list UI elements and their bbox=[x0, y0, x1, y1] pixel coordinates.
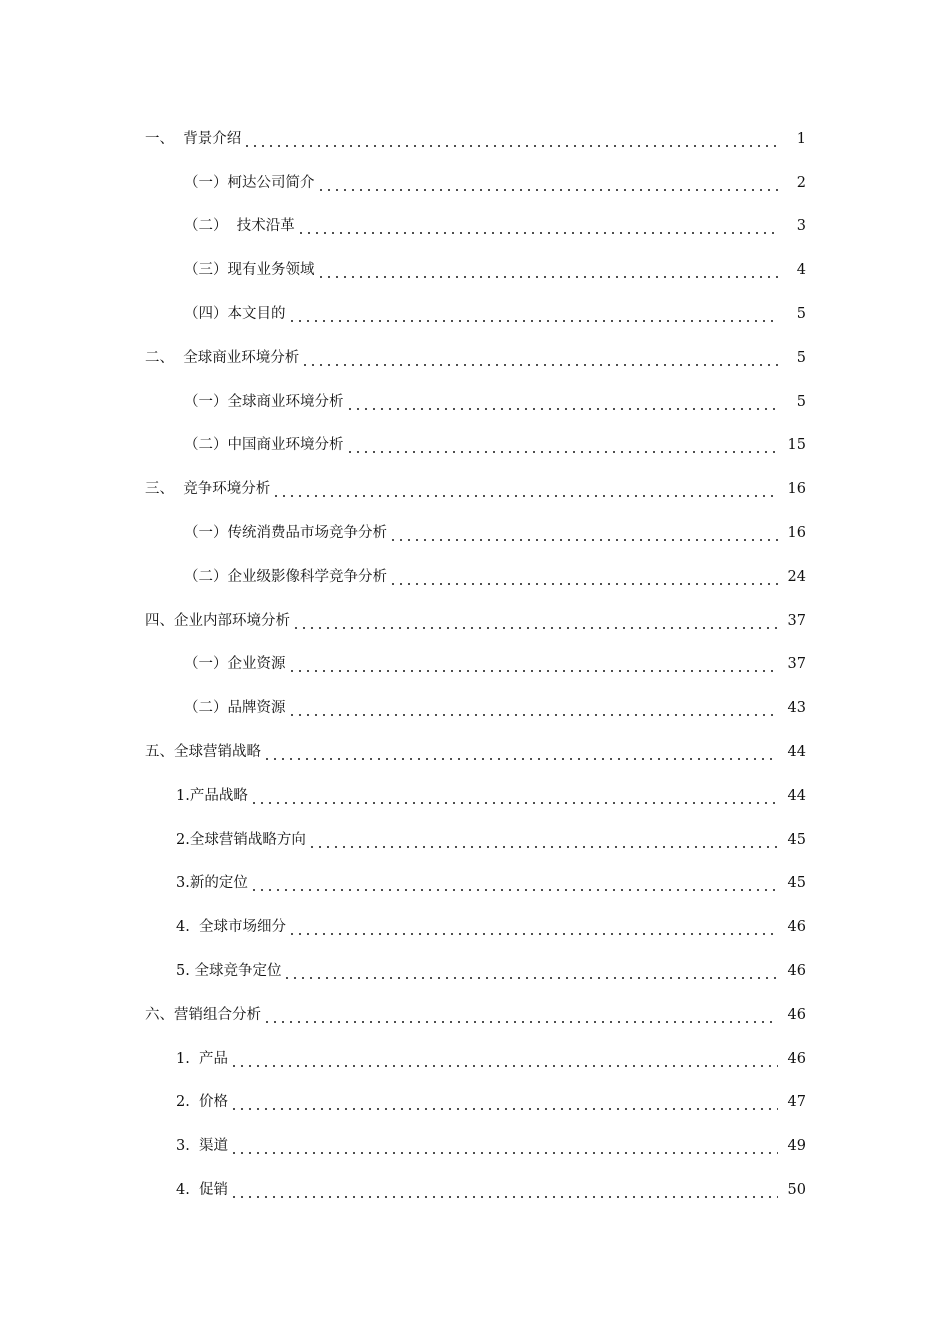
toc-dot-leader bbox=[283, 961, 778, 981]
toc-page-number: 45 bbox=[787, 875, 806, 892]
toc-entry-title: （二）品牌资源 bbox=[184, 700, 286, 717]
toc-page-number: 37 bbox=[787, 656, 806, 673]
toc-entry[interactable] bbox=[0, 686, 950, 730]
toc-dot-leader bbox=[230, 1180, 778, 1200]
toc-page-number: 37 bbox=[787, 612, 806, 629]
toc-page-number: 44 bbox=[787, 787, 806, 804]
toc-entry[interactable] bbox=[0, 1168, 950, 1212]
toc-entry-title: 4. 全球市场细分 bbox=[176, 919, 287, 936]
toc-dot-leader bbox=[346, 392, 779, 412]
toc-entry-title: （二）企业级影像科学竞争分析 bbox=[184, 568, 387, 585]
toc-entry-title: 四、企业内部环境分析 bbox=[145, 612, 290, 629]
toc-page-number: 45 bbox=[787, 831, 806, 848]
toc-page-number: 46 bbox=[787, 1006, 806, 1023]
toc-dot-leader bbox=[243, 129, 778, 149]
toc-dot-leader bbox=[230, 1092, 778, 1112]
toc-dot-leader bbox=[230, 1049, 778, 1069]
toc-page-number: 3 bbox=[796, 218, 806, 235]
toc-page-number: 16 bbox=[787, 525, 806, 542]
toc-page-number: 46 bbox=[787, 963, 806, 980]
toc-page-number: 5 bbox=[796, 306, 806, 323]
toc-dot-leader bbox=[317, 173, 779, 193]
toc-entry-title: 五、全球营销战略 bbox=[145, 744, 261, 761]
toc-page-number: 16 bbox=[787, 481, 806, 498]
toc-page-number: 4 bbox=[796, 262, 806, 279]
toc-dot-leader bbox=[288, 304, 779, 324]
toc-entry[interactable] bbox=[0, 248, 950, 292]
toc-page-number: 50 bbox=[787, 1182, 806, 1199]
toc-entry-title: （四）本文目的 bbox=[184, 306, 286, 323]
toc-entry-title: （一）柯达公司简介 bbox=[184, 174, 315, 191]
toc-dot-leader bbox=[389, 567, 778, 587]
toc-dot-leader bbox=[288, 917, 778, 937]
toc-entry-title: （二） 技术沿革 bbox=[184, 218, 295, 235]
toc-page-number: 46 bbox=[787, 919, 806, 936]
toc-dot-leader bbox=[288, 698, 779, 718]
toc-entry-title: 一、 背景介绍 bbox=[145, 130, 242, 147]
toc-page-number: 46 bbox=[787, 1050, 806, 1067]
toc-entry[interactable] bbox=[0, 774, 950, 818]
toc-page-number: 5 bbox=[796, 349, 806, 366]
toc-entry-title: （三）现有业务领域 bbox=[184, 262, 315, 279]
toc-entry[interactable] bbox=[0, 730, 950, 774]
toc-entry[interactable] bbox=[0, 336, 950, 380]
toc-entry-title: 1. 产品 bbox=[176, 1050, 229, 1067]
toc-dot-leader bbox=[250, 786, 778, 806]
toc-entry-title: （二）中国商业环境分析 bbox=[184, 437, 344, 454]
toc-entry[interactable] bbox=[0, 1081, 950, 1125]
toc-entry-title: 六、营销组合分析 bbox=[145, 1006, 261, 1023]
toc-entry[interactable] bbox=[0, 511, 950, 555]
toc-entry-title: 3.新的定位 bbox=[176, 875, 248, 892]
toc-entry[interactable] bbox=[0, 905, 950, 949]
toc-dot-leader bbox=[250, 873, 778, 893]
toc-page-number: 1 bbox=[796, 130, 806, 147]
toc-entry[interactable] bbox=[0, 949, 950, 993]
toc-dot-leader bbox=[288, 654, 779, 674]
toc-entry-title: 2.全球营销战略方向 bbox=[176, 831, 306, 848]
toc-entry[interactable] bbox=[0, 862, 950, 906]
toc-entry-title: 二、 全球商业环境分析 bbox=[145, 349, 300, 366]
toc-page-number: 44 bbox=[787, 744, 806, 761]
toc-dot-leader bbox=[301, 348, 778, 368]
toc-entry[interactable] bbox=[0, 599, 950, 643]
toc-entry[interactable] bbox=[0, 292, 950, 336]
toc-dot-leader bbox=[346, 435, 779, 455]
toc-dot-leader bbox=[308, 830, 778, 850]
toc-entry[interactable] bbox=[0, 467, 950, 511]
toc-dot-leader bbox=[272, 479, 778, 499]
toc-dot-leader bbox=[263, 742, 778, 762]
toc-entry[interactable] bbox=[0, 643, 950, 687]
toc-entry[interactable] bbox=[0, 818, 950, 862]
toc-entry-title: （一）传统消费品市场竞争分析 bbox=[184, 525, 387, 542]
toc-entry[interactable] bbox=[0, 424, 950, 468]
toc-dot-leader bbox=[263, 1005, 778, 1025]
toc-page-number: 2 bbox=[796, 174, 806, 191]
toc-entry-title: 2. 价格 bbox=[176, 1094, 229, 1111]
toc-dot-leader bbox=[292, 611, 778, 631]
toc-entry-title: 4. 促销 bbox=[176, 1182, 229, 1199]
toc-page-number: 47 bbox=[787, 1094, 806, 1111]
toc-entry-title: （一）全球商业环境分析 bbox=[184, 393, 344, 410]
toc-entry[interactable] bbox=[0, 1037, 950, 1081]
toc-page-number: 24 bbox=[787, 568, 806, 585]
toc-page-number: 15 bbox=[787, 437, 806, 454]
toc-entry-title: 5. 全球竞争定位 bbox=[176, 963, 282, 980]
toc-entry[interactable] bbox=[0, 380, 950, 424]
toc-entry[interactable] bbox=[0, 555, 950, 599]
toc-entry[interactable] bbox=[0, 161, 950, 205]
toc-entry[interactable] bbox=[0, 1124, 950, 1168]
toc-entry[interactable] bbox=[0, 993, 950, 1037]
toc-entry[interactable] bbox=[0, 117, 950, 161]
toc-entry-title: 1.产品战略 bbox=[176, 787, 248, 804]
toc-dot-leader bbox=[317, 260, 779, 280]
toc-entry-title: 3. 渠道 bbox=[176, 1138, 229, 1155]
toc-page-number: 49 bbox=[787, 1138, 806, 1155]
toc-dot-leader bbox=[297, 216, 778, 236]
toc-page-number: 43 bbox=[787, 700, 806, 717]
table-of-contents bbox=[0, 117, 950, 1212]
toc-entry-title: （一）企业资源 bbox=[184, 656, 286, 673]
toc-dot-leader bbox=[389, 523, 778, 543]
toc-entry[interactable] bbox=[0, 205, 950, 249]
toc-entry-title: 三、 竞争环境分析 bbox=[145, 481, 271, 498]
toc-page-number: 5 bbox=[796, 393, 806, 410]
toc-dot-leader bbox=[230, 1136, 778, 1156]
